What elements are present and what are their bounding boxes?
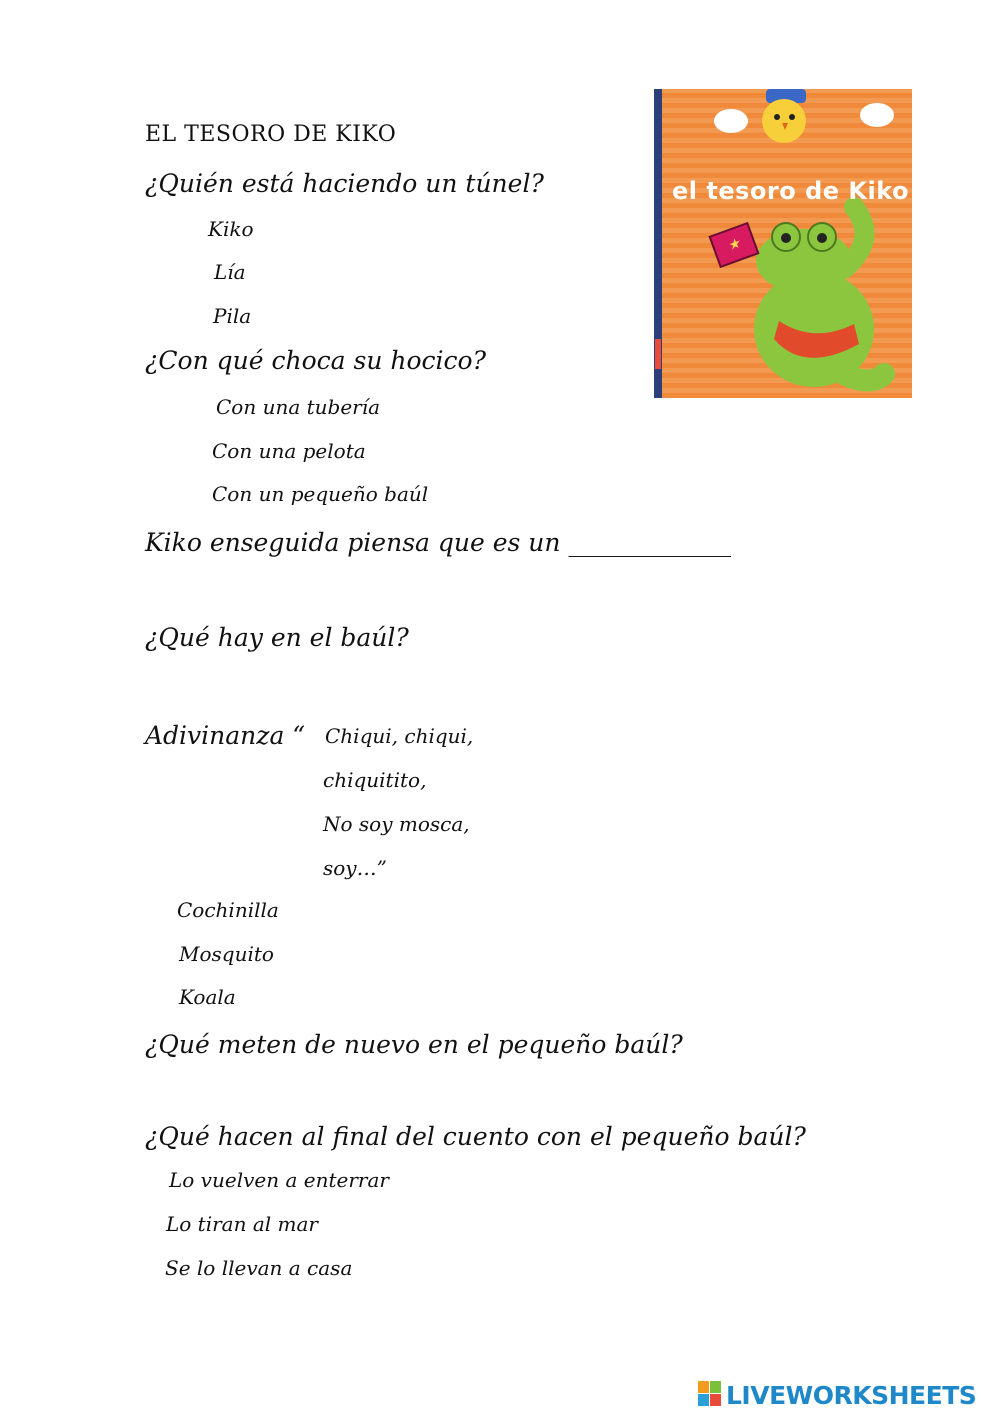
kiko-illustration bbox=[654, 89, 912, 398]
riddle-line-3: No soy mosca, bbox=[323, 812, 470, 836]
worksheet-title: EL TESORO DE KIKO bbox=[145, 122, 397, 147]
question-2: ¿Con qué choca su hocico? bbox=[145, 346, 486, 375]
riddle-label: Adivinanza “ bbox=[145, 721, 306, 750]
book-cover-image bbox=[654, 89, 912, 398]
riddle-line-2: chiquitito, bbox=[323, 768, 427, 792]
q6-option-2[interactable]: Lo tiran al mar bbox=[166, 1212, 318, 1236]
riddle-option-1[interactable]: Cochinilla bbox=[177, 898, 279, 922]
question-4: ¿Qué hay en el baúl? bbox=[145, 623, 409, 652]
q1-option-2[interactable]: Lía bbox=[214, 260, 246, 284]
cover-title: el tesoro de Kiko bbox=[672, 177, 910, 205]
frog-head-icon bbox=[756, 229, 852, 293]
frog-arm-icon bbox=[844, 207, 864, 269]
liveworksheets-watermark bbox=[698, 1381, 994, 1409]
svg-text:★: ★ bbox=[725, 235, 743, 255]
riddle-option-2[interactable]: Mosquito bbox=[179, 942, 274, 966]
brand-wordmark: LIVEWORKSHEETS bbox=[726, 1381, 977, 1410]
q6-option-3[interactable]: Se lo llevan a casa bbox=[165, 1256, 353, 1280]
question-5: ¿Qué meten de nuevo en el pequeño baúl? bbox=[145, 1030, 683, 1059]
question-1: ¿Quién está haciendo un túnel? bbox=[145, 169, 544, 198]
q1-option-1[interactable]: Kiko bbox=[208, 217, 254, 241]
question-6: ¿Qué hacen al final del cuento con el pequeño baúl? bbox=[145, 1122, 806, 1151]
liveworksheets-logo-icon bbox=[698, 1381, 722, 1407]
q2-option-2[interactable]: Con una pelota bbox=[212, 439, 366, 463]
q1-option-3[interactable]: Pila bbox=[213, 304, 252, 328]
q2-option-1[interactable]: Con una tubería bbox=[216, 395, 381, 419]
riddle-line-4: soy…” bbox=[323, 856, 387, 880]
riddle-option-3[interactable]: Koala bbox=[179, 985, 236, 1009]
q6-option-1[interactable]: Lo vuelven a enterrar bbox=[169, 1168, 389, 1192]
riddle-line-1: Chiqui, chiqui, bbox=[325, 724, 474, 748]
question-3-fill-blank[interactable]: Kiko enseguida piensa que es un _____________ bbox=[145, 528, 731, 557]
chick-head-icon bbox=[762, 99, 806, 143]
q2-option-3[interactable]: Con un pequeño baúl bbox=[212, 482, 429, 506]
